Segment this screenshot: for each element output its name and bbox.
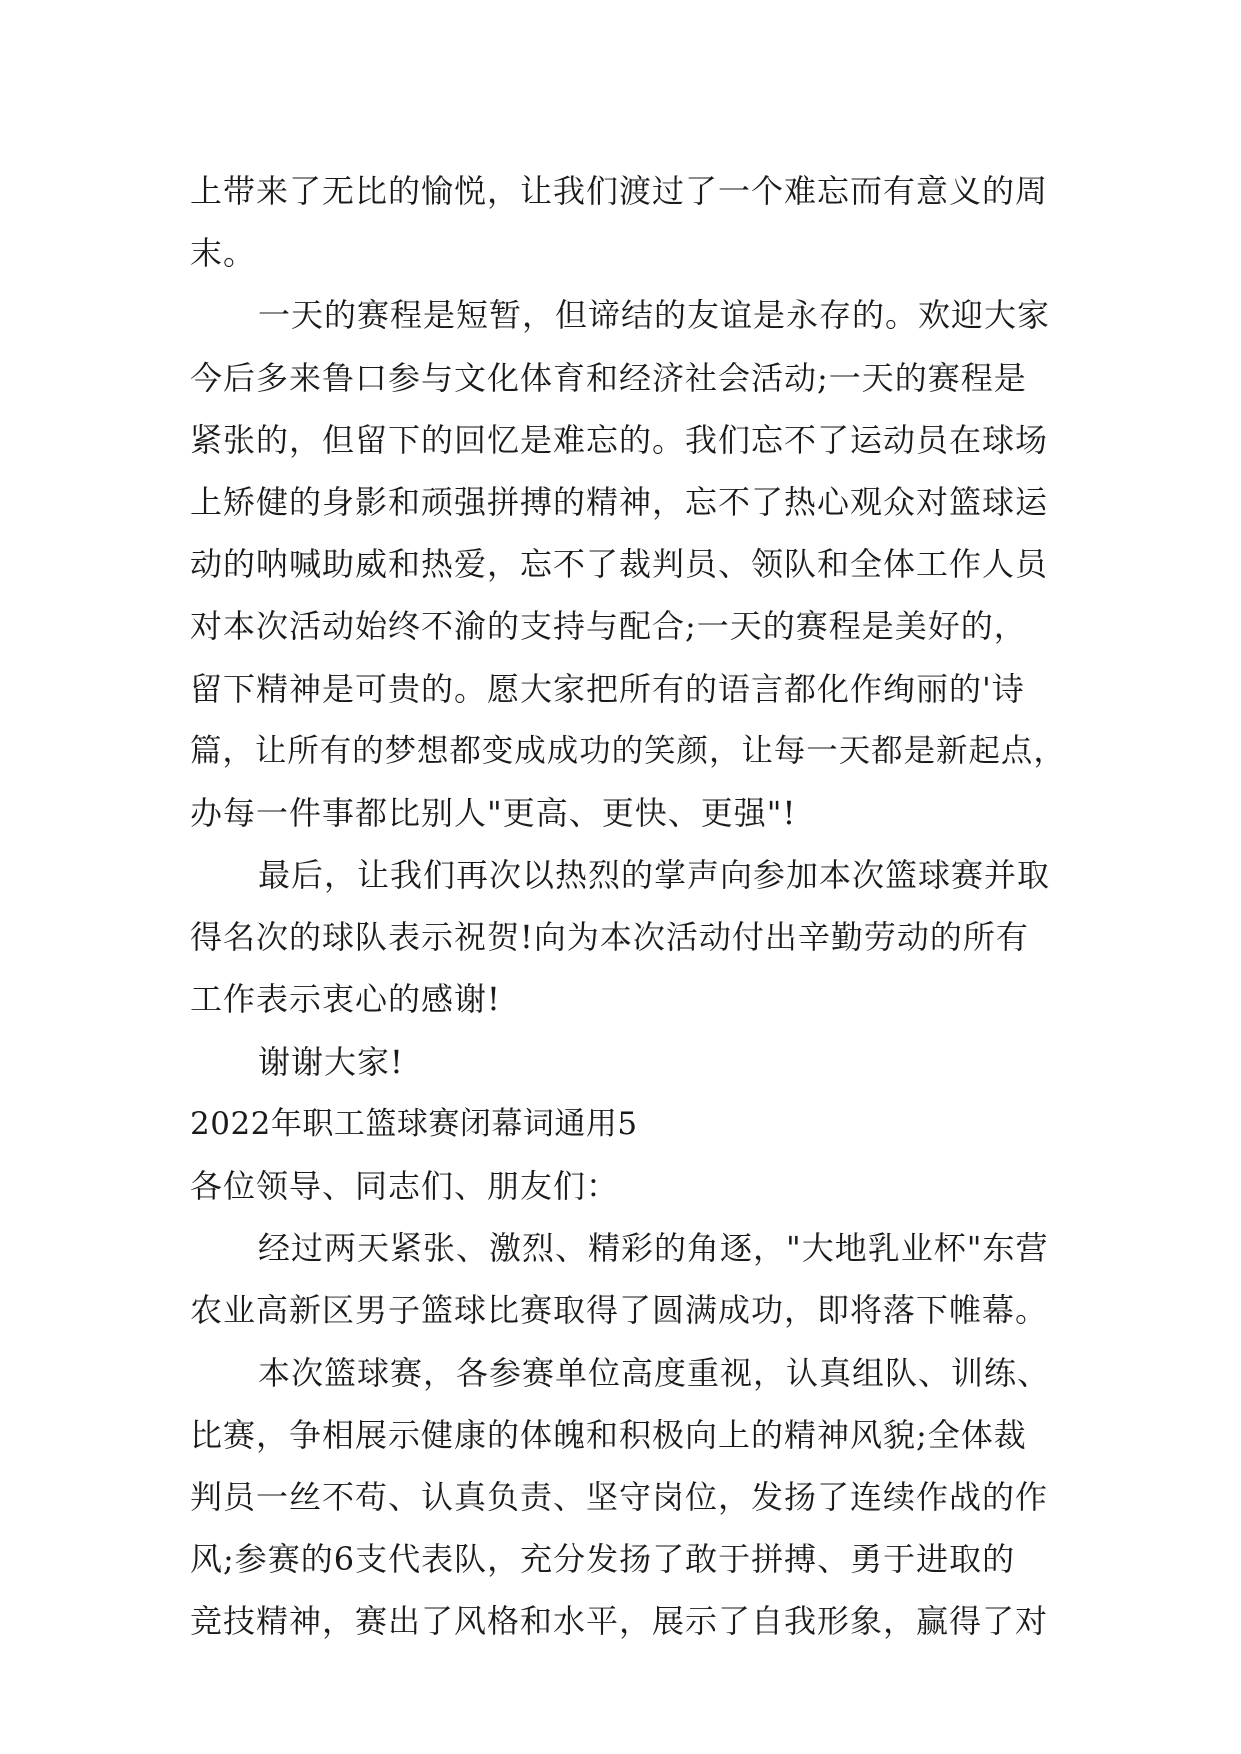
section-heading: 2022年职工篮球赛闭幕词通用5 (190, 1105, 638, 1142)
text-line: 谢谢大家! (258, 1042, 404, 1081)
document-body (190, 160, 1070, 1653)
text-line: 一天的赛程是短暂，但谛结的友谊是永存的。欢迎大家 (258, 296, 1051, 335)
text-line: 篇，让所有的梦想都变成成功的笑颜，让每一天都是新起点， (190, 732, 1066, 769)
text-line: 得名次的球队表示祝贺!向为本次活动付出辛勤劳动的所有 (190, 918, 1029, 957)
text-line: 农业高新区男子篮球比赛取得了圆满成功，即将落下帷幕。 (190, 1291, 1049, 1330)
text-line: 风;参赛的6支代表队，充分发扬了敢于拼搏、勇于进取的 (190, 1540, 1016, 1579)
salutation: 各位领导、同志们、朋友们： (190, 1167, 620, 1205)
text-line: 本次篮球赛，各参赛单位高度重视，认真组队、训练、 (258, 1353, 1051, 1392)
text-line: 办每一件事都比别人"更高、更快、更强"! (190, 793, 797, 832)
text-line: 比赛，争相展示健康的体魄和积极向上的精神风貌;全体裁 (190, 1415, 1027, 1454)
text-line: 上带来了无比的愉悦，让我们渡过了一个难忘而有意义的周 (190, 172, 1049, 210)
text-line: 工作表示衷心的感谢! (190, 980, 501, 1019)
text-line: 末。 (190, 234, 257, 273)
text-line: 最后，让我们再次以热烈的掌声向参加本次篮球赛并取 (258, 856, 1051, 895)
text-line: 动的呐喊助威和热爱，忘不了裁判员、领队和全体工作人员 (190, 545, 1049, 584)
text-line: 对本次活动始终不渝的支持与配合;一天的赛程是美好的， (190, 607, 1027, 646)
text-line: 经过两天紧张、激烈、精彩的角逐，"大地乳业杯"东营 (258, 1229, 1049, 1268)
text-line: 上矫健的身影和顽强拼搏的精神，忘不了热心观众对篮球运 (190, 482, 1049, 521)
text-line: 竞技精神，赛出了风格和水平，展示了自我形象，赢得了对 (190, 1602, 1049, 1641)
text-line: 留下精神是可贵的。愿大家把所有的语言都化作绚丽的'诗 (190, 669, 1025, 708)
text-line: 判员一丝不苟、认真负责、坚守岗位，发扬了连续作战的作 (190, 1477, 1049, 1516)
text-line: 今后多来鲁口参与文化体育和经济社会活动;一天的赛程是 (190, 358, 1027, 397)
text-line: 紧张的，但留下的回忆是难忘的。我们忘不了运动员在球场 (190, 420, 1049, 459)
